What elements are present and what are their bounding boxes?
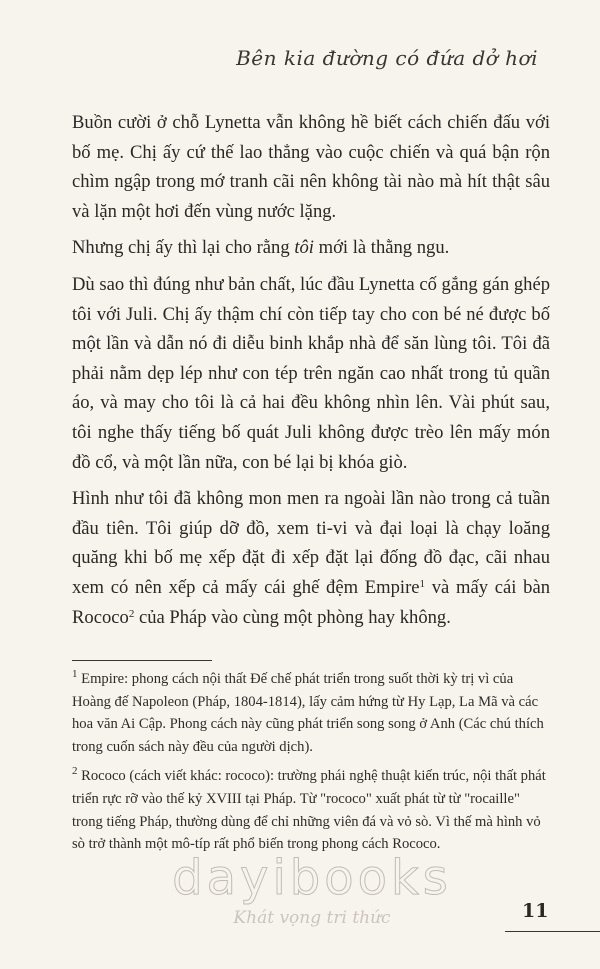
emphasis-word: tôi [294,237,314,259]
footnote-ref-1[interactable]: 1 [419,577,426,590]
paragraph-4 [72,484,550,632]
paragraph-3 [72,270,550,477]
paragraph-text: và mấy cái bàn Rococo [72,576,550,628]
watermark [152,852,472,928]
paragraph-text: của Pháp vào cùng một phòng hay không. [134,606,451,628]
page-number-rule [505,931,600,932]
footnote-marker: 1 [72,668,78,680]
footnote-2 [72,765,550,855]
paragraph-text: Dù sao thì đúng như bản chất, lúc đầu Lynetta cố gắng gán ghép tôi với Juli. Chị ấy thậm chí còn tiếp tay cho con bé né được bố một lần và dẫn nó đi diễu binh khắp nhà để săn lùng tôi. Tôi đã phải nằm dẹp lép như con tép trên ngăn cao nhất trong tủ quần áo, và may cho tôi là cả hai đều không nhìn lên. Vài phút sau, tôi nghe thấy tiếng bố quát Juli không được trèo lên mấy món đồ cổ, và một lần nữa, con bé lại bị khóa giò. [72,273,550,473]
footnote-text: Empire: phong cách nội thất Đế chế phát triển trong suốt thời kỳ trị vì của Hoàng đế Napoleon (Pháp, 1804-1814), lấy cảm hứng từ Hy Lạp, La Mã và các hoa văn Ai Cập. Phong cách này cũng phát triển song song ở Anh (Các chú thích trong cuốn sách này đều của người dịch). [72,671,544,755]
footnote-ref-2[interactable]: 2 [128,607,135,620]
paragraph-text: Nhưng chị ấy thì lại cho rằng [72,237,295,259]
footnote-text: Rococo (cách viết khác: rococo): trường phái nghệ thuật kiến trúc, nội thất phát triển rực rỡ vào thế kỷ XVIII tại Pháp. Từ "rococo" xuất phát từ từ "rocaille" trong tiếng Pháp, thường dùng để chỉ những viên đá và vỏ sò. Vì thế mà hình vỏ sò trở thành một mô-típ rất phổ biến trong phong cách Rococo. [72,768,546,853]
watermark-brand: dayibooks [172,850,452,906]
footnote-1 [72,668,550,758]
footnote-divider [72,660,212,661]
paragraph-text: Buồn cười ở chỗ Lynetta vẫn không hề biết cách chiến đấu với bố mẹ. Chị ấy cứ thế lao thẳng vào cuộc chiến và quá bận rộn chìm ngập trong mớ tranh cãi nên không tài nào mà hít thật sâu và lặn một hơi đến vùng nước lặng. [72,112,550,222]
watermark-tagline: Khát vọng tri thức [233,908,391,928]
paragraph-text: Hình như tôi đã không mon men ra ngoài lần nào trong cả tuần đầu tiên. Tôi giúp dỡ đồ, xem ti-vi và đại loại là chạy loăng quăng khi bố mẹ xếp đặt đi xếp đặt lại đống đồ đạc, cãi nhau xem có nên xếp cả mấy cái ghế đệm Empire [72,488,550,598]
paragraph-2 [72,233,550,263]
paragraph-1 [72,108,550,226]
footnote-marker: 2 [72,765,78,778]
body-text [72,108,550,632]
paragraph-text: mới là thằng ngu. [313,237,450,259]
page-number: 11 [522,900,549,922]
footnotes [72,668,550,863]
running-title: Bên kia đường có đứa dở hơi [236,46,538,70]
